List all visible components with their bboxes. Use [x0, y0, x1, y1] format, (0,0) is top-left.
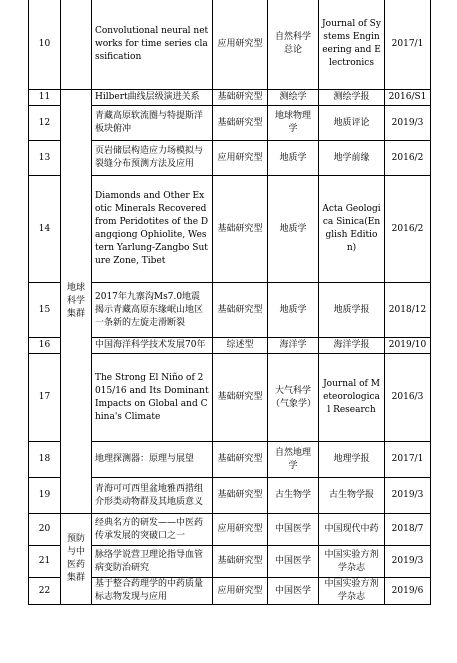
- discipline: 地球物理学: [268, 106, 319, 141]
- journal: 中国现代中药: [319, 514, 385, 546]
- row-number: 10: [29, 0, 61, 90]
- table-row: [29, 0, 431, 90]
- row-number: 17: [29, 354, 61, 442]
- paper-title: The Strong El Niño of 2015/16 and Its Dominant Impacts on Global and China's Climate: [92, 354, 213, 442]
- discipline: 自然科学总论: [268, 0, 319, 90]
- paper-title: 2017年九寨沟Ms7.0地震揭示青藏高原东缘岷山地区一条新的左旋走滑断裂: [92, 283, 213, 338]
- journal: 中国实验方剂学杂志: [319, 546, 385, 578]
- paper-title: 页岩储层构造应力场模拟与裂缝分布预测方法及应用: [92, 141, 213, 176]
- research-type: 应用研究型: [213, 0, 268, 90]
- research-type: 综述型: [213, 338, 268, 354]
- publish-date: 2016/2: [385, 141, 431, 176]
- publish-date: 2018/7: [385, 514, 431, 546]
- discipline: 地质学: [268, 141, 319, 176]
- row-number: 11: [29, 90, 61, 106]
- paper-title: 经典名方的研发——中医药传承发展的突破口之一: [92, 514, 213, 546]
- paper-title: 青藏高原软流圈与特提斯洋板块俯冲: [92, 106, 213, 141]
- journal: 地学前缘: [319, 141, 385, 176]
- row-number: 18: [29, 442, 61, 478]
- publish-date: 2016/2: [385, 176, 431, 283]
- table-row: [29, 514, 431, 546]
- row-number: 22: [29, 578, 61, 605]
- research-type: 应用研究型: [213, 141, 268, 176]
- publish-date: 2018/12: [385, 283, 431, 338]
- research-type: 基础研究型: [213, 283, 268, 338]
- research-type: 基础研究型: [213, 546, 268, 578]
- journal: 中国实验方剂学杂志: [319, 578, 385, 605]
- row-number: 20: [29, 514, 61, 546]
- paper-title: 中国海洋科学技术发展70年: [92, 338, 213, 354]
- discipline: 中国医学: [268, 546, 319, 578]
- discipline: 中国医学: [268, 514, 319, 546]
- publish-date: 2016/S1: [385, 90, 431, 106]
- publish-date: 2019/6: [385, 578, 431, 605]
- research-type: 基础研究型: [213, 354, 268, 442]
- paper-title: 脉络学说营卫理论指导血管病变防治研究: [92, 546, 213, 578]
- research-type: 基础研究型: [213, 90, 268, 106]
- publish-date: 2019/3: [385, 106, 431, 141]
- paper-title: Hilbert曲线层级演进关系: [92, 90, 213, 106]
- paper-title: 地理探测器：原理与展望: [92, 442, 213, 478]
- journal: Journal of Systems Engineering and Electronics: [319, 0, 385, 90]
- paper-title: 基于整合药理学的中药质量标志物发现与应用: [92, 578, 213, 605]
- row-number: 14: [29, 176, 61, 283]
- journal: 古生物学报: [319, 478, 385, 514]
- publish-date: 2017/1: [385, 442, 431, 478]
- research-type: 基础研究型: [213, 478, 268, 514]
- research-type: 基础研究型: [213, 176, 268, 283]
- row-number: 13: [29, 141, 61, 176]
- journal: Journal of Meteorological Research: [319, 354, 385, 442]
- discipline: 大气科学（气象学）: [268, 354, 319, 442]
- discipline: 中国医学: [268, 578, 319, 605]
- publish-date: 2017/1: [385, 0, 431, 90]
- group-label: 地球科学集群: [61, 90, 92, 514]
- group-cell-empty: [61, 0, 92, 90]
- research-type: 应用研究型: [213, 514, 268, 546]
- row-number: 15: [29, 283, 61, 338]
- discipline: 海洋学: [268, 338, 319, 354]
- discipline: 地质学: [268, 176, 319, 283]
- publish-date: 2019/3: [385, 546, 431, 578]
- discipline: 自然地理学: [268, 442, 319, 478]
- research-type: 应用研究型: [213, 578, 268, 605]
- row-number: 12: [29, 106, 61, 141]
- paper-table-body: [28, 0, 431, 605]
- research-type: 基础研究型: [213, 442, 268, 478]
- paper-title: Convolutional neural networks for time series classification: [92, 0, 213, 90]
- discipline: 地质学: [268, 283, 319, 338]
- journal: 地理学报: [319, 442, 385, 478]
- table-row: [29, 90, 431, 106]
- row-number: 21: [29, 546, 61, 578]
- row-number: 16: [29, 338, 61, 354]
- paper-title: 青海可可西里盆地雅西措组介形类动物群及其地质意义: [92, 478, 213, 514]
- journal: Acta Geologica Sinica(English Edition): [319, 176, 385, 283]
- publish-date: 2019/10: [385, 338, 431, 354]
- group-label: 预防与中医药集群: [61, 514, 92, 605]
- row-number: 19: [29, 478, 61, 514]
- discipline: 古生物学: [268, 478, 319, 514]
- journal: 海洋学报: [319, 338, 385, 354]
- research-type: 基础研究型: [213, 106, 268, 141]
- discipline: 测绘学: [268, 90, 319, 106]
- journal: 地质评论: [319, 106, 385, 141]
- journal: 测绘学报: [319, 90, 385, 106]
- journal: 地质学报: [319, 283, 385, 338]
- publish-date: 2019/3: [385, 478, 431, 514]
- paper-title: Diamonds and Other Exotic Minerals Recovered from Peridotites of the Dangqiong Ophiolite, Western Yarlung-Zangbo Suture Zone, Tibet: [92, 176, 213, 283]
- publish-date: 2016/3: [385, 354, 431, 442]
